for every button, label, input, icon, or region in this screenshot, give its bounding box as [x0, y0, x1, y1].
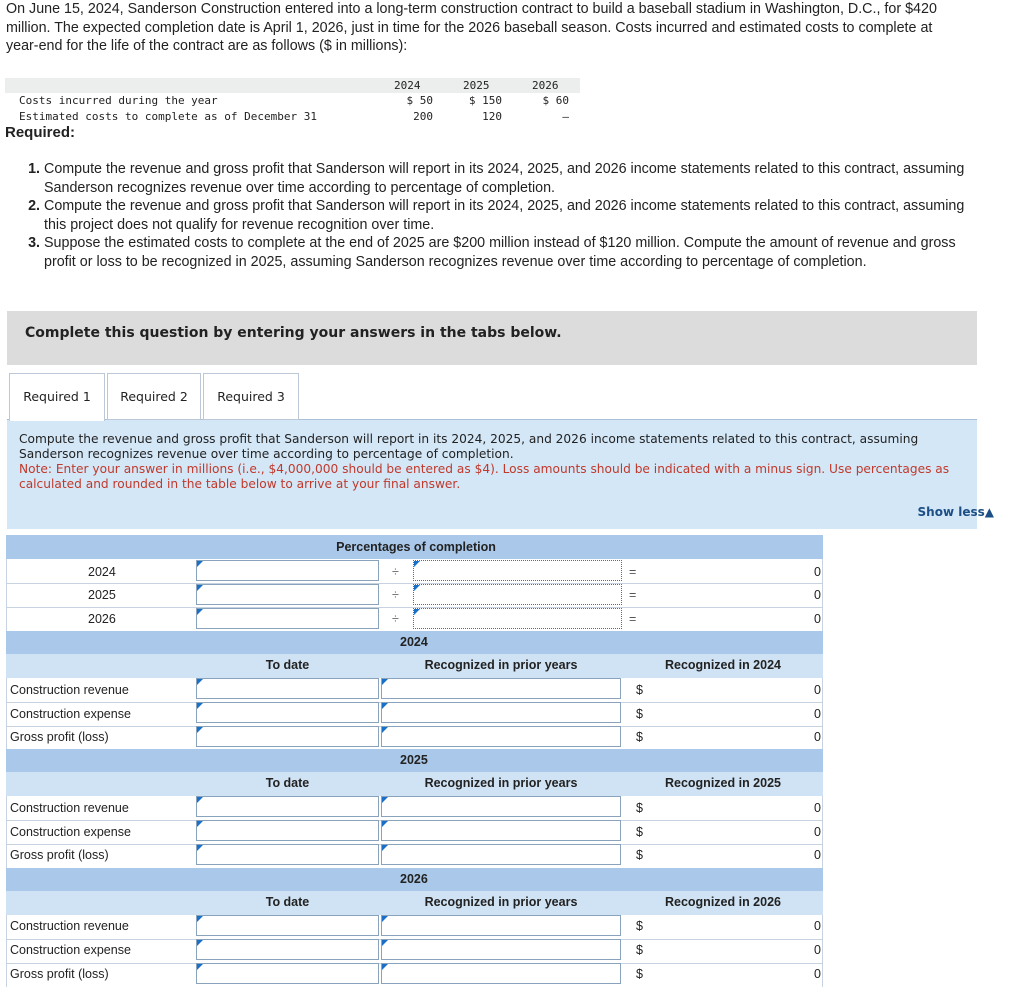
pct-2024-numerator-input[interactable]: [196, 560, 379, 581]
cost-data-table: [5, 78, 580, 125]
divide-icon: ÷: [392, 565, 399, 579]
equals-icon: =: [629, 565, 637, 579]
gross-profit-2026-to-date-input[interactable]: [196, 963, 379, 984]
dollar-sign: $: [636, 848, 643, 862]
expense-2026-result: 0: [814, 943, 821, 957]
revenue-2025-prior-input[interactable]: [381, 796, 621, 817]
expense-2025-to-date-input[interactable]: [196, 820, 379, 841]
dollar-sign: $: [636, 707, 643, 721]
problem-intro: On June 15, 2024, Sanderson Construction entered into a long-term construction contract to build a baseball stadium in Washington, D.C., for $420 million. The expected completion date is April 1, 2026, just in time for the 2026 baseball season. Costs incurred and estimated costs to complete at year-end for the life of the contract are as follows ($ in millions):: [6, 1, 937, 55]
estimated-costs-2026: –: [562, 110, 569, 123]
tab-required-2[interactable]: Required 2: [107, 373, 201, 420]
revenue-2024-result: 0: [814, 683, 821, 697]
section-2025-year: 2025: [400, 753, 428, 767]
divide-icon: ÷: [392, 588, 399, 602]
costs-incurred-label: Costs incurred during the year: [19, 94, 218, 107]
gross-profit-2025-to-date-input[interactable]: [196, 844, 379, 865]
gross-profit-2026-prior-input[interactable]: [381, 963, 621, 984]
gross-profit-2024-to-date-input[interactable]: [196, 726, 379, 747]
row-label-construction-revenue: Construction revenue: [10, 683, 129, 697]
col-to-date: To date: [265, 658, 310, 672]
pct-2024-denominator-input[interactable]: [413, 560, 622, 581]
dollar-sign: $: [636, 825, 643, 839]
estimated-costs-label: Estimated costs to complete as of December 31: [19, 110, 318, 123]
pct-2025-denominator-input[interactable]: [413, 584, 622, 605]
instructions-text: Compute the revenue and gross profit that Sanderson will report in its 2024, 2025, and 2026 income statements related to this contract, assuming Sanderson recognizes revenue over time according to percentage of completion.: [19, 432, 919, 461]
dollar-sign: $: [636, 943, 643, 957]
question-list: [22, 160, 984, 272]
pct-title: Percentages of completion: [336, 540, 496, 554]
show-less-link[interactable]: Show less▲: [917, 505, 994, 519]
pct-2024-result: 0: [814, 565, 821, 579]
expense-2024-to-date-input[interactable]: [196, 702, 379, 723]
col-recognized-prior: Recognized in prior years: [424, 658, 578, 672]
pct-2026-denominator-input[interactable]: [413, 608, 622, 629]
pct-2025-result: 0: [814, 588, 821, 602]
col-recognized-prior: Recognized in prior years: [424, 895, 578, 909]
col-recognized-2024: Recognized in 2024: [664, 658, 781, 672]
estimated-costs-2024: 200: [413, 110, 433, 123]
year-header-2026: 2026: [532, 79, 559, 92]
expense-2025-result: 0: [814, 825, 821, 839]
expense-2024-result: 0: [814, 707, 821, 721]
col-recognized-2025: Recognized in 2025: [664, 776, 781, 790]
dollar-sign: $: [636, 683, 643, 697]
revenue-2025-to-date-input[interactable]: [196, 796, 379, 817]
costs-incurred-2026: $ 60: [542, 94, 569, 107]
dollar-sign: $: [636, 919, 643, 933]
section-2026-year: 2026: [400, 872, 428, 886]
pct-year-2024: 2024: [88, 565, 116, 579]
row-label-construction-expense: Construction expense: [10, 707, 131, 721]
gross-profit-2026-result: 0: [814, 967, 821, 981]
cost-table-header-band: [5, 78, 580, 93]
instructions-panel: [7, 420, 977, 529]
revenue-2024-prior-input[interactable]: [381, 678, 621, 699]
pct-2026-result: 0: [814, 612, 821, 626]
pct-2025-numerator-input[interactable]: [196, 584, 379, 605]
col-recognized-prior: Recognized in prior years: [424, 776, 578, 790]
expense-2025-prior-input[interactable]: [381, 820, 621, 841]
dollar-sign: $: [636, 730, 643, 744]
row-label-gross-profit: Gross profit (loss): [10, 730, 109, 744]
pct-year-2026: 2026: [88, 612, 116, 626]
pct-2026-numerator-input[interactable]: [196, 608, 379, 629]
year-header-2024: 2024: [394, 79, 421, 92]
row-label-construction-expense: Construction expense: [10, 825, 131, 839]
instruction-banner: Complete this question by entering your answers in the tabs below.: [7, 311, 977, 365]
dollar-sign: $: [636, 801, 643, 815]
equals-icon: =: [629, 612, 637, 626]
gross-profit-2024-result: 0: [814, 730, 821, 744]
tab-required-1[interactable]: Required 1: [9, 373, 105, 421]
instructions-note: Note: Enter your answer in millions (i.e., $4,000,000 should be entered as $4). Loss amounts should be indicated with a minus sign. Use percentages as calculated and rounded in the table below to arrive at your final answer.: [19, 462, 950, 491]
question-3: 3. Suppose the estimated costs to complete at the end of 2025 are $200 million instead of $120 million. Compute the amount of revenue and gross profit or loss to be recognized in 2025, assuming Sanderson recognizes revenue over time according to percentage of completion.: [44, 234, 984, 271]
row-label-construction-revenue: Construction revenue: [10, 801, 129, 815]
question-1: 1. Compute the revenue and gross profit that Sanderson will report in its 2024, 2025, and 2026 income statements related to this contract, assuming Sanderson recognizes revenue over time according to percentage of completion.: [44, 160, 984, 197]
tab-required-3[interactable]: Required 3: [203, 373, 299, 420]
dollar-sign: $: [636, 967, 643, 981]
costs-incurred-2025: $ 150: [468, 94, 502, 107]
divide-icon: ÷: [392, 612, 399, 626]
col-to-date: To date: [265, 776, 310, 790]
pct-year-2025: 2025: [88, 588, 116, 602]
revenue-2025-result: 0: [814, 801, 821, 815]
row-label-construction-expense: Construction expense: [10, 943, 131, 957]
expense-2026-to-date-input[interactable]: [196, 939, 379, 960]
row-label-construction-revenue: Construction revenue: [10, 919, 129, 933]
revenue-2026-to-date-input[interactable]: [196, 915, 379, 936]
question-2: 2. Compute the revenue and gross profit that Sanderson will report in its 2024, 2025, and 2026 income statements related to this contract, assuming this project does not qualify for revenue recognition over time.: [44, 197, 984, 234]
row-label-gross-profit: Gross profit (loss): [10, 967, 109, 981]
section-2024-year: 2024: [400, 635, 428, 649]
col-to-date: To date: [265, 895, 310, 909]
expense-2026-prior-input[interactable]: [381, 939, 621, 960]
revenue-2024-to-date-input[interactable]: [196, 678, 379, 699]
estimated-costs-2025: 120: [482, 110, 502, 123]
col-recognized-2026: Recognized in 2026: [664, 895, 781, 909]
costs-incurred-2024: $ 50: [406, 94, 433, 107]
revenue-2026-prior-input[interactable]: [381, 915, 621, 936]
gross-profit-2024-prior-input[interactable]: [381, 726, 621, 747]
equals-icon: =: [629, 588, 637, 602]
required-heading: Required:: [5, 124, 76, 141]
gross-profit-2025-result: 0: [814, 848, 821, 862]
expense-2024-prior-input[interactable]: [381, 702, 621, 723]
gross-profit-2025-prior-input[interactable]: [381, 844, 621, 865]
year-header-2025: 2025: [463, 79, 490, 92]
row-label-gross-profit: Gross profit (loss): [10, 848, 109, 862]
revenue-2026-result: 0: [814, 919, 821, 933]
